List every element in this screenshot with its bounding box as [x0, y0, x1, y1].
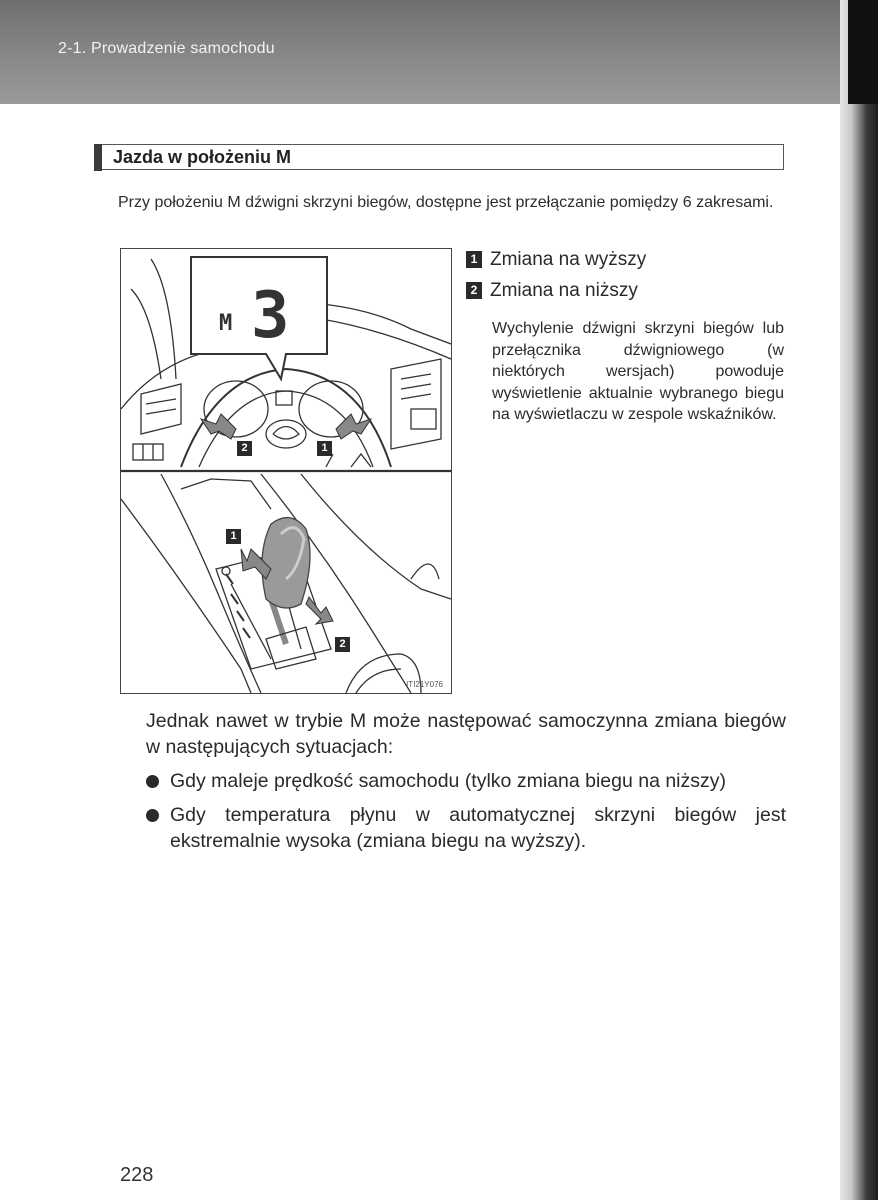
legend-item-upshift	[466, 249, 646, 271]
display-gear-digit: 3	[251, 279, 288, 353]
body-paragraph: Jednak nawet w trybie M może następować samoczynna zmiana biegów w następujących sytuacjach:	[146, 710, 786, 758]
page-edge-tab	[848, 0, 878, 104]
bullet-dot-icon	[146, 809, 159, 822]
label-upshift-paddle: 1	[317, 441, 332, 456]
intro-paragraph: Przy położeniu M dźwigni skrzyni biegów, dostępne jest przełączanie pomiędzy 6 zakresami.	[118, 194, 774, 211]
figure-code: ITI21Y076	[406, 680, 443, 689]
legend-text: Zmiana na niższy	[490, 280, 638, 301]
legend-number: 1	[466, 251, 482, 268]
display-mode-text: M	[219, 311, 233, 336]
bullet-item	[146, 802, 786, 854]
legend-text: Zmiana na wyższy	[490, 249, 647, 270]
label-downshift-paddle: 2	[237, 441, 252, 456]
bullet-text: Gdy maleje prędkość samochodu (tylko zmiana biegu na niższy)	[170, 770, 727, 792]
label-downshift-lever: 2	[335, 637, 350, 652]
section-title: Jazda w położeniu M	[113, 147, 292, 167]
bullet-text: Gdy temperatura płynu w automatycznej skrzyni biegów jest ekstremalnie wysoka (zmiana biegu na wyższy).	[170, 804, 786, 852]
section-heading	[94, 144, 784, 170]
chapter-header-bar	[0, 0, 850, 104]
page-number: 228	[120, 1164, 154, 1186]
section-marker	[94, 144, 102, 171]
chapter-title: 2-1. Prowadzenie samochodu	[58, 40, 275, 57]
bullet-dot-icon	[146, 775, 159, 788]
legend-description: Wychylenie dźwigni skrzyni biegów lub przełącznika dźwigniowego (w niektórych wersjach) powoduje wyświetlenie aktualnie wybranego biegu na wyświetlaczu w zespole wskaźników.	[492, 320, 784, 423]
label-upshift-lever: 1	[226, 529, 241, 544]
legend-item-downshift	[466, 280, 638, 302]
bullet-item	[146, 768, 786, 794]
gearshift-illustration	[120, 248, 452, 694]
legend-number: 2	[466, 282, 482, 299]
page-edge-shadow	[840, 0, 878, 1200]
